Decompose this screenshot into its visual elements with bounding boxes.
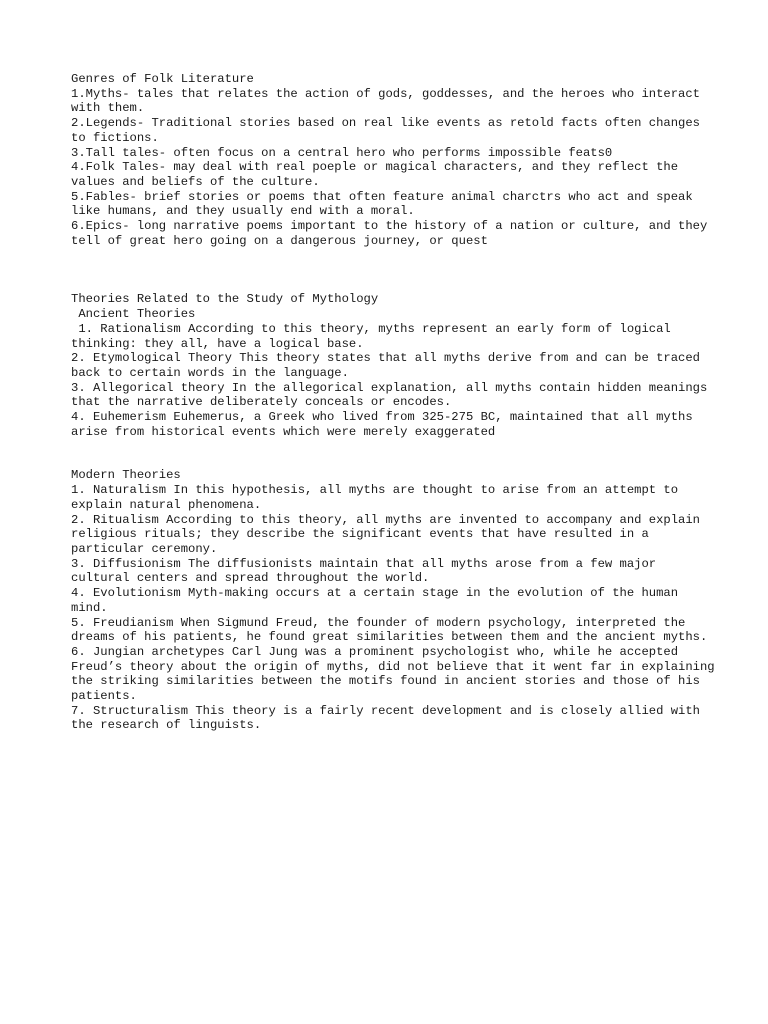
modern-theory-item: 6. Jungian archetypes Carl Jung was a prominent psychologist who, while he accepted Freud’s theory about the origin of myths, did not believe that it went far in explaining the striking similarities between the motifs found in ancient stories and those of his patients. — [71, 644, 722, 704]
ancient-theory-item: 3. Allegorical theory In the allegorical explanation, all myths contain hidden meanings that the narrative deliberately conceals or encodes. — [71, 380, 715, 410]
genres-heading: Genres of Folk Literature — [71, 72, 254, 86]
modern-theory-item: 5. Freudianism When Sigmund Freud, the founder of modern psychology, interpreted the dreams of his patients, he found great similarities between them and the ancient myths. — [71, 615, 708, 645]
spacer — [71, 439, 721, 468]
modern-theory-item: 4. Evolutionism Myth-making occurs at a certain stage in the evolution of the human mind. — [71, 586, 686, 615]
genre-item: 5.Fables- brief stories or poems that often feature animal charctrs who act and speak like humans, and they usually end with a moral. — [71, 189, 700, 219]
genres-section — [71, 72, 721, 248]
genre-item: 4.Folk Tales- may deal with real poeple or magical characters, and they reflect the values and beliefs of the culture. — [71, 160, 686, 189]
modern-theory-item: 2. Ritualism According to this theory, all myths are invented to accompany and explain religious rituals; they describe the significant events that have resulted in a particular ceremony. — [71, 512, 708, 556]
modern-theory-item: 1. Naturalism In this hypothesis, all myths are thought to arise from an attempt to explain natural phenomena. — [71, 483, 686, 512]
modern-theories-heading: Modern Theories — [71, 468, 181, 483]
genre-item: 2.Legends- Traditional stories based on real like events as retold facts often changes to fictions. — [71, 116, 708, 145]
genre-item: 3.Tall tales- often focus on a central hero who performs impossible feats0 — [71, 145, 613, 160]
ancient-theory-item: 2. Etymological Theory This theory states that all myths derive from and can be traced back to certain words in the language. — [71, 351, 708, 380]
modern-theory-item: 3. Diffusionism The diffusionists maintain that all myths arose from a few major cultural centers and spread throughout the world. — [71, 556, 664, 586]
ancient-theories-subheading: Ancient Theories — [71, 307, 196, 322]
spacer — [71, 248, 721, 292]
theories-section — [71, 292, 721, 439]
document-page — [71, 72, 721, 733]
genre-item: 1.Myths- tales that relates the action of gods, goddesses, and the heroes who interact with them. — [71, 86, 708, 116]
genre-item: 6.Epics- long narrative poems important to the history of a nation or culture, and they tell of great hero going on a dangerous journey, or quest — [71, 219, 715, 248]
modern-theories-section — [71, 468, 721, 733]
ancient-theory-item: 1. Rationalism According to this theory, myths represent an early form of logical thinking: they all, have a logical base. — [71, 321, 679, 351]
modern-theory-item: 7. Structuralism This theory is a fairly recent development and is closely allied with the research of linguists. — [71, 703, 708, 733]
theories-heading: Theories Related to the Study of Mythology — [71, 292, 379, 307]
ancient-theory-item: 4. Euhemerism Euhemerus, a Greek who lived from 325-275 BC, maintained that all myths arise from historical events which were merely exaggerated — [71, 410, 700, 439]
